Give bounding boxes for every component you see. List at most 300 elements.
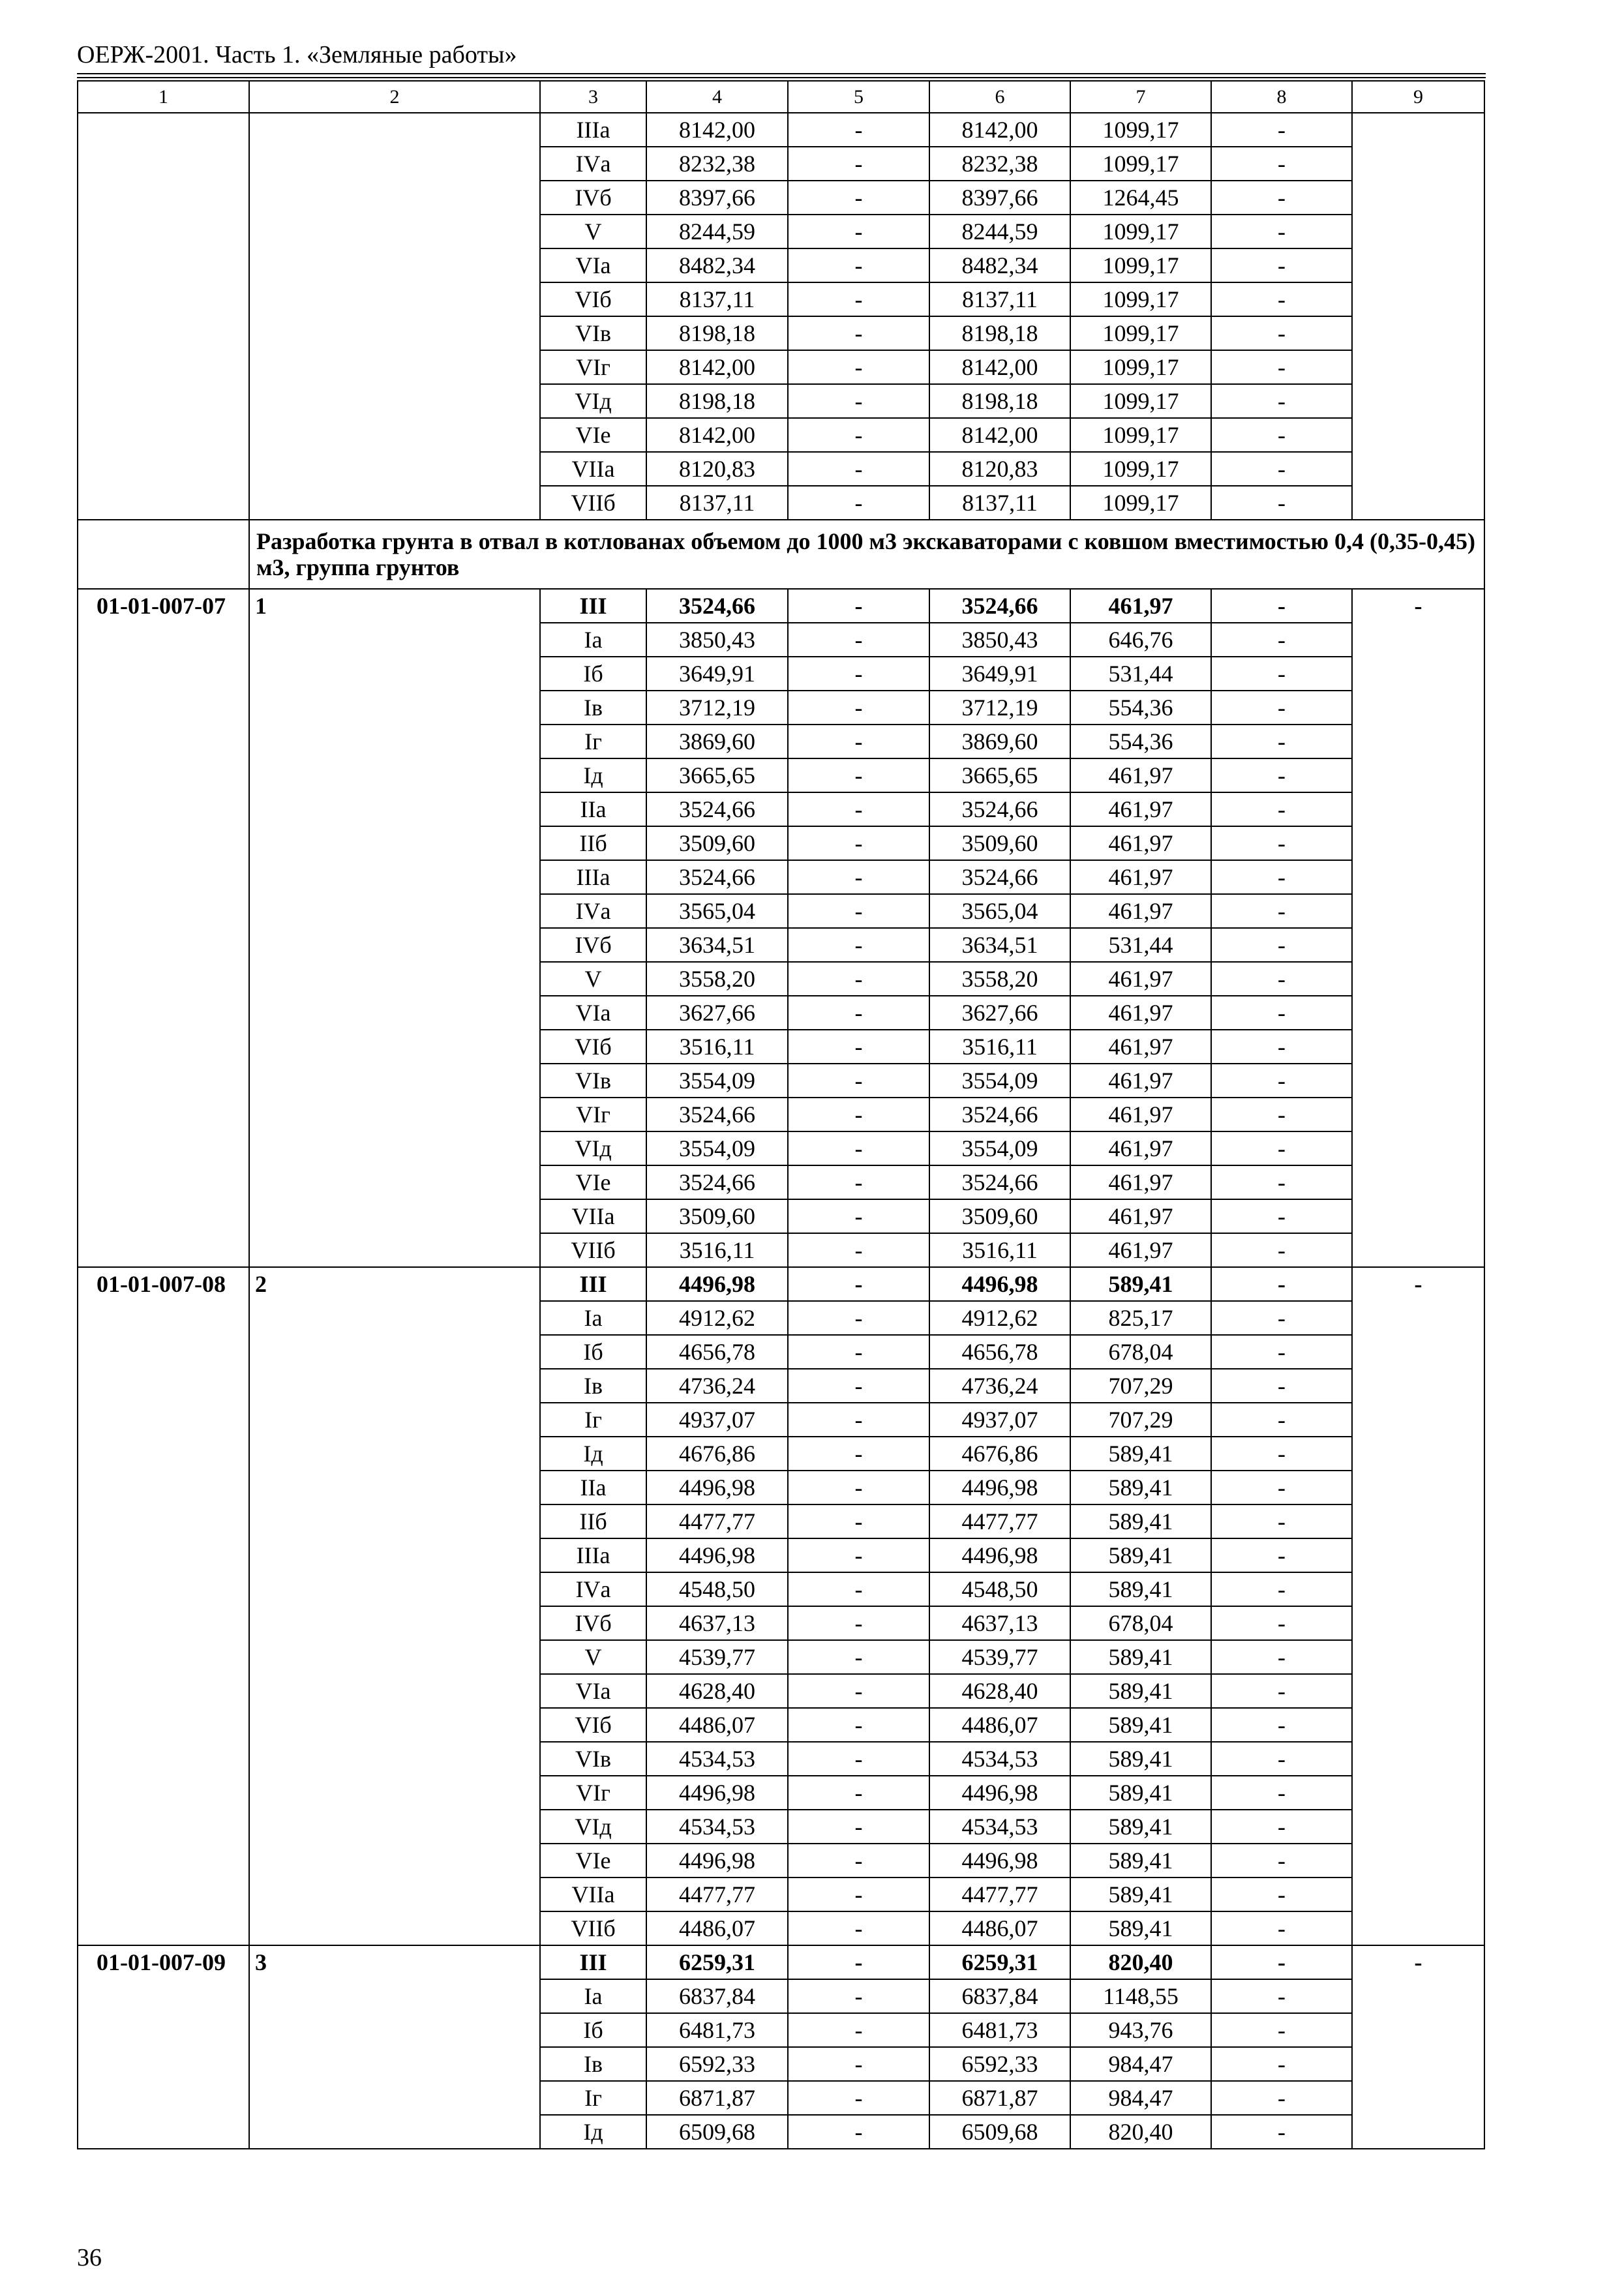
data-cell: 589,41 (1070, 1572, 1211, 1606)
data-cell: - (788, 1979, 929, 2013)
column-numbers-row (78, 81, 1484, 113)
data-cell: 820,40 (1070, 1945, 1211, 1979)
data-cell: - (1211, 1471, 1352, 1504)
data-cell: - (788, 725, 929, 758)
data-cell: Iд (540, 758, 646, 792)
data-cell: - (788, 1504, 929, 1538)
data-cell: 8482,34 (929, 248, 1070, 282)
data-cell: - (788, 894, 929, 928)
data-cell: - (1211, 1674, 1352, 1708)
data-cell: 3554,09 (646, 1131, 788, 1165)
data-cell: 1264,45 (1070, 181, 1211, 215)
data-cell: 4656,78 (646, 1335, 788, 1369)
data-cell: 589,41 (1070, 1640, 1211, 1674)
data-cell: - (1211, 1403, 1352, 1437)
data-cell: 3524,66 (929, 1098, 1070, 1131)
data-cell: 589,41 (1070, 1504, 1211, 1538)
data-cell: Iб (540, 2013, 646, 2047)
data-cell: 8142,00 (929, 113, 1070, 147)
data-cell: 4486,07 (929, 1911, 1070, 1945)
data-cell: - (1211, 1844, 1352, 1878)
data-cell: 589,41 (1070, 1810, 1211, 1844)
data-cell: 8142,00 (929, 418, 1070, 452)
data-cell: - (788, 996, 929, 1030)
data-cell: 589,41 (1070, 1742, 1211, 1776)
data-cell: 1099,17 (1070, 113, 1211, 147)
column-number: 8 (1211, 81, 1352, 113)
data-cell: - (788, 316, 929, 350)
data-cell: 589,41 (1070, 1267, 1211, 1301)
data-cell: 4496,98 (646, 1844, 788, 1878)
data-cell: 461,97 (1070, 826, 1211, 860)
data-cell: - (1211, 2047, 1352, 2081)
data-cell: - (1211, 1640, 1352, 1674)
data-cell: 3634,51 (646, 928, 788, 962)
data-cell: 4496,98 (929, 1267, 1070, 1301)
data-cell: - (1211, 792, 1352, 826)
data-cell: 8397,66 (646, 181, 788, 215)
data-cell: - (788, 215, 929, 248)
data-cell: 6837,84 (646, 1979, 788, 2013)
data-cell: 8137,11 (929, 282, 1070, 316)
rate-code: 01-01-007-09 (78, 1945, 249, 2149)
data-cell: - (1211, 1064, 1352, 1098)
data-cell: 8120,83 (929, 452, 1070, 486)
data-cell: - (788, 1606, 929, 1640)
data-cell: - (1211, 2115, 1352, 2149)
data-cell: IIIа (540, 860, 646, 894)
data-cell: - (1211, 350, 1352, 384)
data-cell: 461,97 (1070, 996, 1211, 1030)
data-cell: - (788, 1131, 929, 1165)
data-cell: 554,36 (1070, 725, 1211, 758)
data-cell: VIв (540, 1064, 646, 1098)
data-cell: 3558,20 (646, 962, 788, 996)
data-cell: - (1211, 282, 1352, 316)
price-table (77, 80, 1485, 2149)
data-cell: 1099,17 (1070, 486, 1211, 520)
data-cell: - (1211, 147, 1352, 181)
data-cell: 3524,66 (646, 792, 788, 826)
data-cell: - (788, 1267, 929, 1301)
data-cell: VIIа (540, 1199, 646, 1233)
data-cell: 4496,98 (646, 1538, 788, 1572)
data-cell: 461,97 (1070, 1064, 1211, 1098)
data-cell: - (1211, 1335, 1352, 1369)
data-cell: 1148,55 (1070, 1979, 1211, 2013)
data-cell: 1099,17 (1070, 384, 1211, 418)
data-cell: VIIа (540, 452, 646, 486)
data-cell: 4496,98 (929, 1471, 1070, 1504)
data-cell: 4937,07 (929, 1403, 1070, 1437)
col9-cell: - (1352, 589, 1484, 1267)
data-cell: 1099,17 (1070, 147, 1211, 181)
data-cell: 3524,66 (929, 1165, 1070, 1199)
data-cell: 707,29 (1070, 1369, 1211, 1403)
data-cell: - (1211, 860, 1352, 894)
data-cell: - (1211, 1572, 1352, 1606)
data-cell: 4628,40 (929, 1674, 1070, 1708)
data-cell: 3649,91 (646, 657, 788, 691)
data-cell: IIа (540, 1471, 646, 1504)
data-cell: 4912,62 (646, 1301, 788, 1335)
data-cell: 4486,07 (646, 1911, 788, 1945)
data-cell: 4676,86 (646, 1437, 788, 1471)
data-cell: 4486,07 (646, 1708, 788, 1742)
data-cell: - (1211, 1369, 1352, 1403)
data-cell: - (788, 792, 929, 826)
data-cell: VIв (540, 316, 646, 350)
data-cell: - (788, 1674, 929, 1708)
data-cell: 4477,77 (646, 1878, 788, 1911)
data-cell: - (1211, 1199, 1352, 1233)
data-cell: VIе (540, 418, 646, 452)
data-cell: - (1211, 1267, 1352, 1301)
data-cell: 8482,34 (646, 248, 788, 282)
data-cell: 984,47 (1070, 2047, 1211, 2081)
data-cell: 3565,04 (646, 894, 788, 928)
data-cell: - (788, 1301, 929, 1335)
data-cell: 3524,66 (646, 589, 788, 623)
section-code-empty (78, 520, 249, 589)
data-cell: 3850,43 (646, 623, 788, 657)
data-cell: - (788, 1098, 929, 1131)
data-cell: VIг (540, 1776, 646, 1810)
column-number: 2 (249, 81, 540, 113)
data-cell: 4496,98 (929, 1538, 1070, 1572)
data-cell: Iа (540, 1301, 646, 1335)
data-cell: 8232,38 (646, 147, 788, 181)
data-cell: 3627,66 (646, 996, 788, 1030)
data-cell: 1099,17 (1070, 452, 1211, 486)
group-head-row (78, 1945, 1484, 1979)
column-number: 6 (929, 81, 1070, 113)
data-cell: 3516,11 (929, 1030, 1070, 1064)
page-header: ОЕРЖ-2001. Часть 1. «Земляные работы» (77, 41, 517, 68)
data-cell: VIб (540, 1030, 646, 1064)
data-cell: 589,41 (1070, 1776, 1211, 1810)
data-cell: - (1211, 758, 1352, 792)
data-cell: - (1211, 1979, 1352, 2013)
data-cell: 8244,59 (646, 215, 788, 248)
column-number: 3 (540, 81, 646, 113)
data-cell: 589,41 (1070, 1708, 1211, 1742)
data-cell: IIб (540, 826, 646, 860)
data-cell: 589,41 (1070, 1674, 1211, 1708)
data-cell: 4496,98 (646, 1776, 788, 1810)
data-cell: 461,97 (1070, 1030, 1211, 1064)
data-cell: 4486,07 (929, 1708, 1070, 1742)
data-cell: - (1211, 2013, 1352, 2047)
data-cell: 589,41 (1070, 1471, 1211, 1504)
data-cell: 8120,83 (646, 452, 788, 486)
data-cell: - (788, 181, 929, 215)
data-cell: 4534,53 (929, 1810, 1070, 1844)
data-cell: 4477,77 (929, 1878, 1070, 1911)
data-cell: 4736,24 (646, 1369, 788, 1403)
data-cell: 554,36 (1070, 691, 1211, 725)
data-cell: 3665,65 (929, 758, 1070, 792)
data-cell: IVа (540, 147, 646, 181)
data-cell: 3524,66 (646, 1165, 788, 1199)
code-cell-empty (78, 113, 249, 520)
data-cell: - (788, 2013, 929, 2047)
data-cell: - (1211, 894, 1352, 928)
data-cell: 6509,68 (929, 2115, 1070, 2149)
data-cell: 8137,11 (646, 282, 788, 316)
data-cell: 8198,18 (646, 316, 788, 350)
data-cell: VIд (540, 1131, 646, 1165)
data-cell: VIIб (540, 1233, 646, 1267)
data-cell: V (540, 215, 646, 248)
data-cell: VIа (540, 996, 646, 1030)
data-cell: VIб (540, 282, 646, 316)
data-cell: 4637,13 (646, 1606, 788, 1640)
section-title: Разработка грунта в отвал в котлованах объемом до 1000 м3 экскаваторами с ковшом вместимостью 0,4 (0,35-0,45) м3, группа грунтов (249, 520, 1484, 589)
data-cell: - (788, 589, 929, 623)
data-cell: 3516,11 (929, 1233, 1070, 1267)
data-cell: - (1211, 181, 1352, 215)
data-cell: - (788, 1810, 929, 1844)
data-cell: 4477,77 (929, 1504, 1070, 1538)
data-cell: 3509,60 (929, 1199, 1070, 1233)
data-cell: - (788, 623, 929, 657)
column-number: 7 (1070, 81, 1211, 113)
data-cell: - (1211, 215, 1352, 248)
data-cell: - (788, 1233, 929, 1267)
data-cell: 8142,00 (646, 113, 788, 147)
rate-number: 3 (249, 1945, 540, 2149)
data-cell: 3634,51 (929, 928, 1070, 962)
data-cell: 3649,91 (929, 657, 1070, 691)
data-cell: Iг (540, 1403, 646, 1437)
data-cell: - (788, 1199, 929, 1233)
data-cell: 3524,66 (929, 589, 1070, 623)
data-cell: Iг (540, 2081, 646, 2115)
data-cell: III (540, 589, 646, 623)
data-cell: - (1211, 962, 1352, 996)
data-cell: - (788, 860, 929, 894)
group-head-row (78, 1267, 1484, 1301)
data-cell: - (788, 113, 929, 147)
data-cell: - (1211, 826, 1352, 860)
data-cell: 4534,53 (646, 1810, 788, 1844)
data-cell: 707,29 (1070, 1403, 1211, 1437)
data-cell: - (1211, 1538, 1352, 1572)
data-cell: - (788, 1335, 929, 1369)
data-cell: 461,97 (1070, 1165, 1211, 1199)
data-cell: 1099,17 (1070, 350, 1211, 384)
data-cell: 943,76 (1070, 2013, 1211, 2047)
data-cell: - (788, 826, 929, 860)
data-cell: Iб (540, 1335, 646, 1369)
data-cell: 1099,17 (1070, 248, 1211, 282)
data-cell: - (1211, 486, 1352, 520)
data-cell: III (540, 1267, 646, 1301)
data-cell: 825,17 (1070, 1301, 1211, 1335)
data-cell: 3554,09 (929, 1064, 1070, 1098)
data-cell: 8397,66 (929, 181, 1070, 215)
data-cell: 6592,33 (646, 2047, 788, 2081)
data-cell: - (1211, 2081, 1352, 2115)
data-cell: 6871,87 (646, 2081, 788, 2115)
data-cell: - (788, 418, 929, 452)
data-cell: 4534,53 (646, 1742, 788, 1776)
data-cell: - (1211, 928, 1352, 962)
data-cell: - (1211, 1030, 1352, 1064)
data-cell: 461,97 (1070, 1098, 1211, 1131)
data-cell: 3565,04 (929, 894, 1070, 928)
data-cell: III (540, 1945, 646, 1979)
data-cell: - (1211, 1504, 1352, 1538)
data-cell: 3869,60 (929, 725, 1070, 758)
data-cell: 1099,17 (1070, 418, 1211, 452)
data-cell: - (788, 248, 929, 282)
data-cell: 678,04 (1070, 1606, 1211, 1640)
data-cell: 4676,86 (929, 1437, 1070, 1471)
data-cell: 6837,84 (929, 1979, 1070, 2013)
data-cell: 3524,66 (646, 1098, 788, 1131)
data-cell: - (788, 350, 929, 384)
data-cell: - (788, 1640, 929, 1674)
data-cell: 531,44 (1070, 928, 1211, 962)
data-cell: - (1211, 1708, 1352, 1742)
data-cell: 6592,33 (929, 2047, 1070, 2081)
data-cell: - (1211, 1098, 1352, 1131)
data-cell: - (1211, 623, 1352, 657)
data-cell: 8137,11 (646, 486, 788, 520)
col9-cell: - (1352, 1945, 1484, 2149)
data-cell: - (788, 657, 929, 691)
data-cell: VIе (540, 1165, 646, 1199)
data-cell: 3869,60 (646, 725, 788, 758)
data-cell: - (788, 1437, 929, 1471)
data-cell: 3558,20 (929, 962, 1070, 996)
table-row (78, 113, 1484, 147)
data-cell: Iб (540, 657, 646, 691)
data-cell: 4534,53 (929, 1742, 1070, 1776)
data-cell: VIIа (540, 1878, 646, 1911)
data-cell: - (1211, 1165, 1352, 1199)
data-cell: 3627,66 (929, 996, 1070, 1030)
header-rule-bottom (77, 77, 1486, 78)
data-cell: - (1211, 1878, 1352, 1911)
data-cell: VIд (540, 1810, 646, 1844)
data-cell: 8142,00 (646, 350, 788, 384)
data-cell: 4496,98 (646, 1471, 788, 1504)
data-cell: Iв (540, 1369, 646, 1403)
data-cell: - (788, 1945, 929, 1979)
data-cell: VIг (540, 1098, 646, 1131)
data-cell: 3516,11 (646, 1030, 788, 1064)
data-cell: - (788, 928, 929, 962)
data-cell: 8142,00 (646, 418, 788, 452)
data-cell: Iг (540, 725, 646, 758)
data-cell: - (1211, 1233, 1352, 1267)
data-cell: 6259,31 (646, 1945, 788, 1979)
data-cell: 3509,60 (646, 826, 788, 860)
data-cell: VIг (540, 350, 646, 384)
data-cell: - (788, 1572, 929, 1606)
data-cell: VIIб (540, 1911, 646, 1945)
data-cell: VIIб (540, 486, 646, 520)
data-cell: - (788, 758, 929, 792)
data-cell: VIа (540, 248, 646, 282)
data-cell: 589,41 (1070, 1844, 1211, 1878)
column-number: 1 (78, 81, 249, 113)
data-cell: - (788, 1030, 929, 1064)
data-cell: IVа (540, 894, 646, 928)
data-cell: - (788, 691, 929, 725)
data-cell: 3524,66 (929, 792, 1070, 826)
data-cell: - (788, 282, 929, 316)
data-cell: 3554,09 (646, 1064, 788, 1098)
data-cell: IIIа (540, 1538, 646, 1572)
data-cell: - (1211, 384, 1352, 418)
data-cell: 8244,59 (929, 215, 1070, 248)
data-cell: VIе (540, 1844, 646, 1878)
data-cell: Iа (540, 623, 646, 657)
data-cell: 461,97 (1070, 1131, 1211, 1165)
data-cell: Iв (540, 691, 646, 725)
data-cell: IIIа (540, 113, 646, 147)
data-cell: 4548,50 (646, 1572, 788, 1606)
data-cell: VIд (540, 384, 646, 418)
data-cell: 3524,66 (646, 860, 788, 894)
data-cell: 589,41 (1070, 1878, 1211, 1911)
data-cell: 3516,11 (646, 1233, 788, 1267)
data-cell: 4628,40 (646, 1674, 788, 1708)
num-cell-empty (249, 113, 540, 520)
data-cell: 8142,00 (929, 350, 1070, 384)
data-cell: - (788, 452, 929, 486)
data-cell: 8198,18 (646, 384, 788, 418)
data-cell: - (1211, 418, 1352, 452)
data-cell: - (788, 1878, 929, 1911)
data-cell: - (1211, 1606, 1352, 1640)
data-cell: 531,44 (1070, 657, 1211, 691)
data-cell: - (788, 1064, 929, 1098)
data-cell: 4539,77 (646, 1640, 788, 1674)
col9-cell-empty (1352, 113, 1484, 520)
data-cell: 4477,77 (646, 1504, 788, 1538)
data-cell: V (540, 962, 646, 996)
rate-code: 01-01-007-07 (78, 589, 249, 1267)
data-cell: IVа (540, 1572, 646, 1606)
data-cell: 984,47 (1070, 2081, 1211, 2115)
data-cell: - (1211, 1911, 1352, 1945)
data-cell: 589,41 (1070, 1538, 1211, 1572)
data-cell: - (1211, 452, 1352, 486)
col9-cell: - (1352, 1267, 1484, 1945)
data-cell: - (788, 962, 929, 996)
group-head-row (78, 589, 1484, 623)
data-cell: 3665,65 (646, 758, 788, 792)
data-cell: 4496,98 (646, 1267, 788, 1301)
data-cell: - (788, 1844, 929, 1878)
data-cell: 6871,87 (929, 2081, 1070, 2115)
data-cell: 8198,18 (929, 384, 1070, 418)
data-cell: - (788, 2115, 929, 2149)
data-cell: Iд (540, 2115, 646, 2149)
data-cell: 4656,78 (929, 1335, 1070, 1369)
data-cell: 3509,60 (929, 826, 1070, 860)
section-title-row (78, 520, 1484, 589)
data-cell: - (1211, 691, 1352, 725)
data-cell: - (1211, 1776, 1352, 1810)
data-cell: - (788, 1742, 929, 1776)
data-cell: 6481,73 (646, 2013, 788, 2047)
